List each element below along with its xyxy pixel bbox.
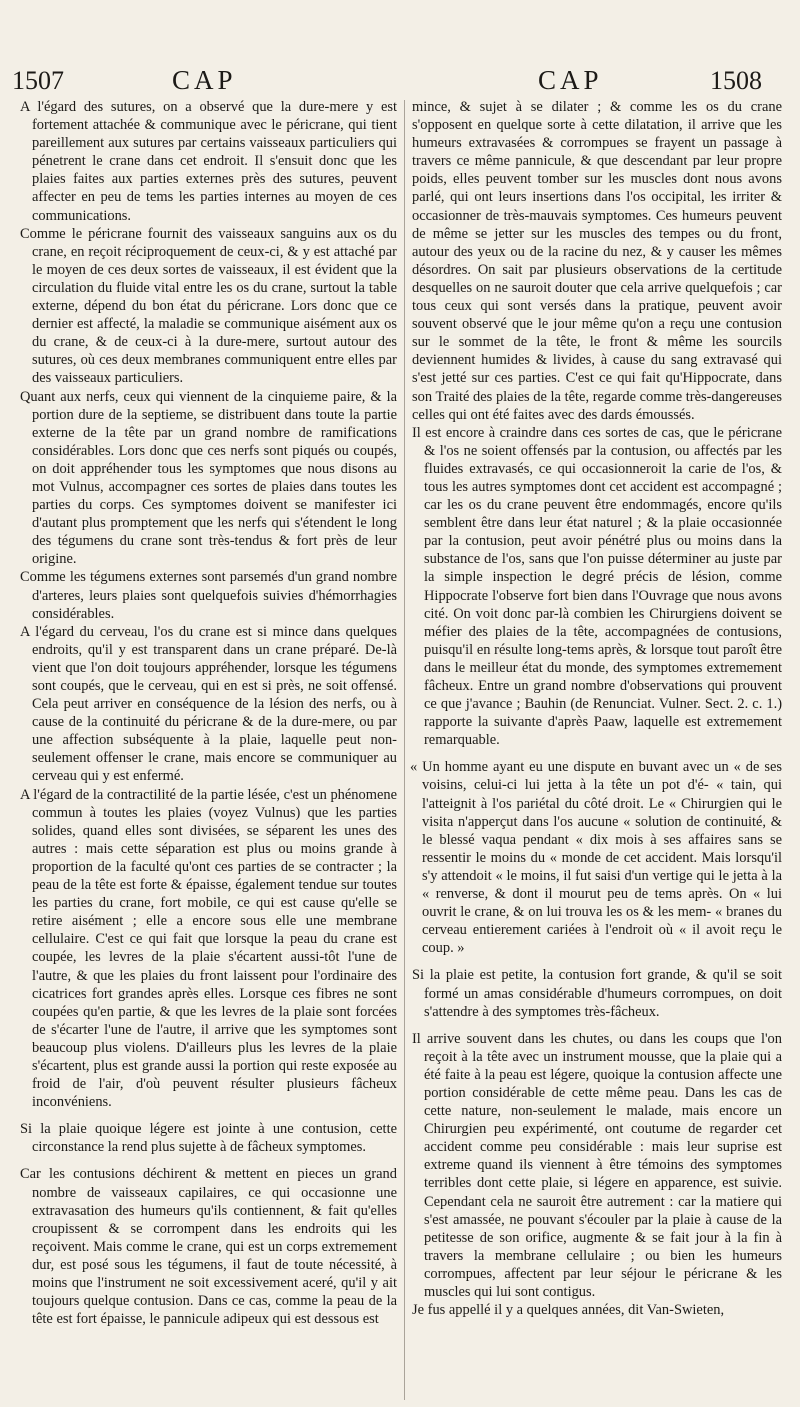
paragraph: Si la plaie quoique légere est jointe à une contusion, cette circonstance la rend plus sujette à de fâcheux symptomes. [20, 1121, 397, 1156]
paragraph: A l'égard de la contractilité de la partie lésée, c'est un phénomene commun à toutes les plaies (voyez Vulnus) que les parties solides, quand elles sont divisées, se séparent les unes des autres : mais cette séparation est plus ou moins grande à proportion de la faculté qu'ont ces parties de se contracter ; la peau de la tête est forte & épaisse, également tendue sur toutes les parties du crane, fort mobile, ce qui est cause qu'elle se retire aisément ; elle a encore sous elle une membrane cellulaire. C'est ce qui fait que lorsque la peau du crane est coupée, les levres de la plaie s'écartent aussi-tôt l'une de l'autre, & que les plaies du front laissent pour l'ordinaire des cicatrices fort grandes après elles. Lorsque ces fibres ne sont coupées qu'en partie, & que les levres de la plaie sont forcées de s'écarter l'une de l'autre, il arrive que les symptomes sont beaucoup plus violens. D'ailleurs plus les levres de la plaie s'écartent, plus est grande aussi la portion qui reste exposée au froid de l'air, d'où peuvent résulter plusieurs fâcheux inconvéniens. [20, 786, 397, 1111]
paragraph: Je fus appellé il y a quelques années, dit Van-Swieten, [412, 1302, 725, 1319]
paragraph: A l'égard du cerveau, l'os du crane est si mince dans quelques endroits, qu'il y est transparent dans un crane préparé. De-là vient que l'on doit toujours appréhender, lorsque les tégumens sont coupés, que le cerveau, qui en est si près, ne soit offensé. Cela peut arriver en conséquence de la lésion des nerfs, ou à cause de la continuité du péricrane & de la dure-mere, ou par une affection subséquente à la plaie, laquelle peut non-seulement offenser le crane, mais encore se communiquer au cerveau qui y est enfermé. [20, 623, 397, 785]
paragraph: A l'égard des sutures, on a observé que la dure-mere y est fortement attachée & communique avec le péricrane, qui tient pareillement aux sutures par certains vaisseaux particuliers qui pénetrent le crane dans cet endroit. Il s'ensuit donc que les plaies faites aux parties externes près des sutures, peuvent affecter en peu de tems les parties internes au moyen de ces communications. [20, 99, 397, 224]
running-title-right: CAP [538, 65, 603, 95]
paragraph: Il est encore à craindre dans ces sortes de cas, que le péricrane & l'os ne soient offensés par la contusion, ou affectés par les fluides extravasés, ce qui occasionneroit la carie de l'os, & tous les autres symptomes dont cet accident est accompagné ; car les os du crane peuvent être endommagés, encore qu'ils semblent être dans leur état naturel ; & la plaie occasionnée par la contusion, peut avoir pénétré plus ou moins dans la substance de l'os, sans que l'on puisse déterminer au juste par la simple inspection le degré précis de lésion, comme Hippocrate l'observe fort bien dans l'Ouvrage que nous avons cité. On voit donc par-là combien les Chirurgiens doivent se méfier des plaies de la tête, accompagnées de contusions, puisqu'il en résulte long-tems après, & lorsque tout paroît être dans le meilleur état du monde, des symptomes extremement fâcheux. Entre un grand nombre d'observations qui prouvent ce que j'avance ; Bauhin (de Renunciat. Vulner. Sect. 2. c. 1.) rapporte la suivante d'après Paaw, laquelle est extremement remarquable. [412, 424, 782, 749]
paragraph: Comme le péricrane fournit des vaisseaux sanguins aux os du crane, en reçoit réciproquement de ceux-ci, & y est attaché par le moyen de ces deux sortes de vaisseaux, il est évident que la circulation du fluide vital entre les os du crane, surtout la table externe, dépend du bon état du péricrane. Lors donc que ce dernier est affecté, la maladie se communique aisément aux os du crane, & de ceux-ci à la dure-mere, surtout autour des sutures, où ces deux membranes communiquent entre elles par des vaisseaux particuliers. [20, 225, 397, 387]
right-column [412, 98, 782, 1319]
column-divider [404, 100, 405, 1400]
paragraph: Quant aux nerfs, ceux qui viennent de la cinquieme paire, & la portion dure de la septieme, se distribuent dans toute la partie externe de la tête par un grand nombre de ramifications considérables. Lors donc que ces nerfs sont piqués ou coupés, on doit appréhender tous les symptomes que nous disons au mot Vulnus, accompagner ces sortes de plaies dans toutes les parties du corps. Ces symptomes doivent se manifester ici d'autant plus promptement que les nerfs qui s'étendent le long des tégumens du crane sont très-tendus & fort près de leur origine. [20, 388, 397, 568]
page-number-right: 1508 [710, 66, 762, 95]
page-header [0, 64, 800, 100]
quotation-block [412, 758, 782, 957]
page-number-left: 1507 [12, 66, 64, 95]
paragraph: mince, & sujet à se dilater ; & comme les os du crane s'opposent en quelque sorte à cette dilatation, il arrive que les humeurs extravasées & corrompues se frayent un passage à travers ce même pannicule, & que descendant par leur propre poids, elles peuvent tomber sur les muscles dont nous avons parlé, qui ont leurs insertions dans l'os occipital, les irriter & occasionner de très-mauvais symptomes. Ces humeurs peuvent de même se jetter sur les muscles des tempes ou du front, autour des yeux ou de la racine du nez, & y causer les mêmes désordres. On sait par plusieurs observations de la certitude desquelles on ne sauroit douter que cela arrive quelquefois ; car tous ceux qui sont versés dans la pratique, peuvent avoir souvent observé que le jour même qu'on a reçu une contusion sur le sommet de la tête, le front & même les sourcils deviennent humides & livides, à cause du sang extravasé qui s'est jetté sur ces parties. C'est ce qui fait qu'Hippocrate, dans son Traité des plaies de la tête, regarde comme très-dangereuses celles qui ont été faites avec des dards émoussés. [412, 99, 782, 423]
running-title-left: CAP [172, 65, 237, 95]
left-column [20, 98, 397, 1328]
paragraph: Il arrive souvent dans les chutes, ou dans les coups que l'on reçoit à la tête avec un instrument mousse, que la plaie qui a été faite à la peau est légere, quoique la contusion affecte une portion considérable de cette même peau. Dans les cas de cette nature, non-seulement le malade, mais encore un Chirurgien peu expérimenté, ont coutume de regarder cet accident comme peu considérable : mais leur suprise est extreme quand ils viennent à être témoins des symptomes terribles dont cette plaie, si légere en apparence, est suivie. Cependant cela ne sauroit être autrement : car la matiere qui s'est amassée, ne pouvant s'écouler par la plaie à cause de la petitesse de son orifice, augmente & se fait jour à la fin à travers la membrane cellulaire ; ou bien les humeurs corrompues, affectent par leur séjour le péricrane & les muscles qui lui sont contigus. [412, 1030, 782, 1300]
quotation: « Un homme ayant eu une dispute en buvant avec un « de ses voisins, celui-ci lui jetta à la tête un pot d'é- « tain, qui l'atteignit à l'os pariétal du côté droit. Le « Chirurgien qui le visita n'apperçut dans l'os aucune « solution de continuité, & le blessé vaqua pendant « dix mois à ses affaires sans se ressentir le moins du « monde de cet accident. Mais lorsqu'il s'y attendoit « le moins, il fut saisi d'un vertige qui le jetta à la « renverse, & dont il mourut peu de tems après. On « lui ouvrit le crane, & on lui trouva les os & les mem- « branes du cerveau entierement cariées à l'endroit où « il avoit reçu le coup. » [410, 759, 782, 957]
paragraph: Si la plaie est petite, la contusion fort grande, & qu'il se soit formé un amas considérable d'humeurs corrompues, on doit s'attendre à des symptomes très-fâcheux. [412, 967, 782, 1020]
paragraph: Car les contusions déchirent & mettent en pieces un grand nombre de vaisseaux capilaires, ce qui occasionne une extravasation des humeurs qu'ils contiennent, & fait qu'elles croupissent & se corrompent dans les endroits qui les reçoivent. Mais comme le crane, qui est un corps extremement dur, est posé sous les tégumens, il faut de toute nécessité, à moins que l'instrument ne soit excessivement aceré, qu'il y ait toujours quelque contusion. Dans ce cas, comme la peau de la tête est fort épaisse, le pannicule adipeux qui est dessous est [20, 1166, 397, 1328]
paragraph: Comme les tégumens externes sont parsemés d'un grand nombre d'arteres, leurs plaies sont quelquefois suivies d'hémorrhagies considérables. [20, 569, 397, 622]
